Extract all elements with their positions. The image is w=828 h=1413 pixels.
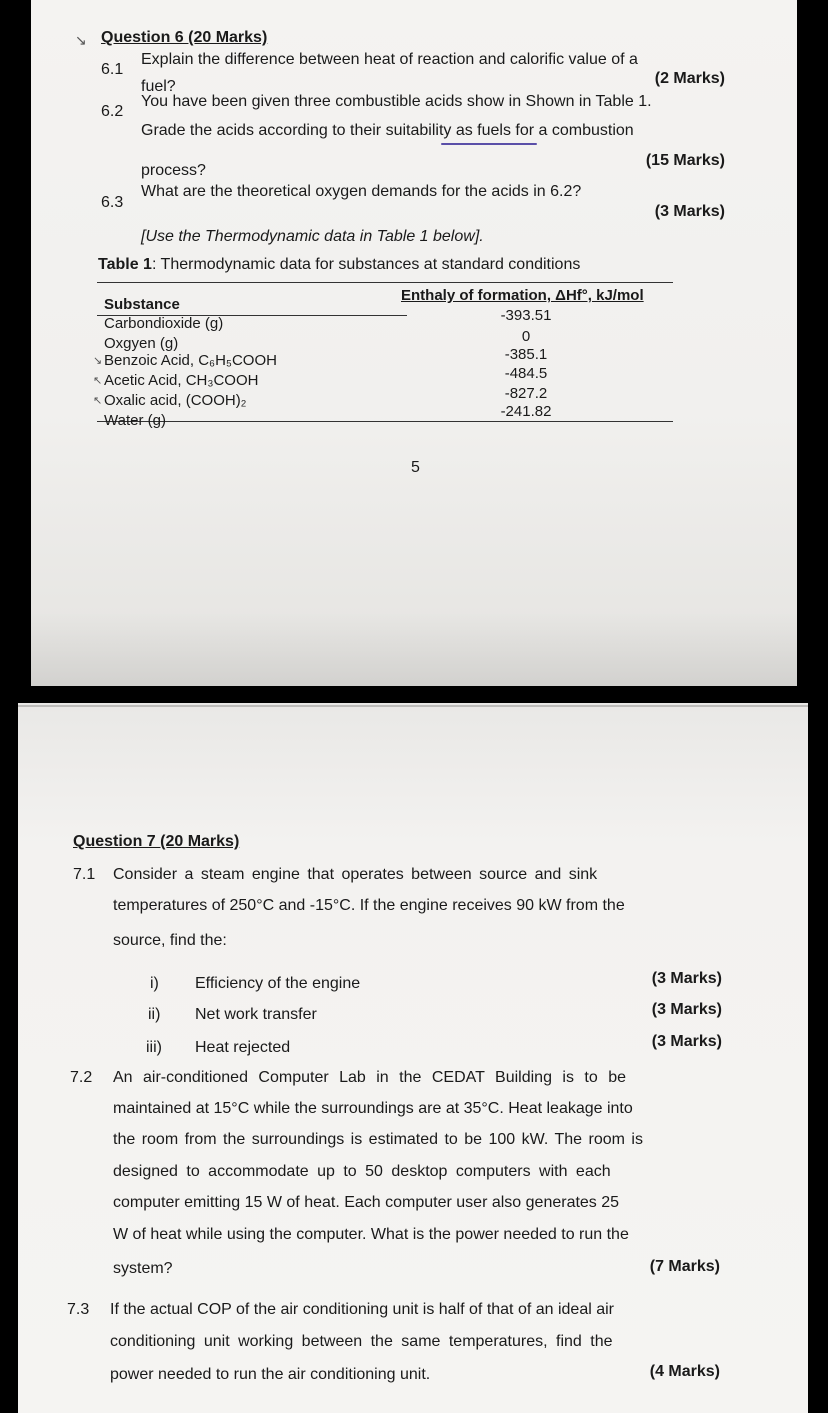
table-cell-substance: Oxalic acid, (COOH)₂ bbox=[104, 392, 247, 409]
q72-line-1: An air-conditioned Computer Lab in the CEDAT Building is to be bbox=[113, 1069, 626, 1086]
table-cell-enthalpy: -385.1 bbox=[504, 346, 548, 363]
pen-tick-mark: ↖ bbox=[93, 395, 103, 407]
q62-number: 6.2 bbox=[101, 103, 124, 120]
q61-line-1: Explain the difference between heat of reaction and calorific value of a bbox=[141, 51, 638, 68]
table-header-substance: Substance bbox=[104, 296, 180, 313]
q72-line-2: maintained at 15°C while the surroundings are at 35°C. Heat leakage into bbox=[113, 1100, 633, 1117]
pen-tick-mark: ↖ bbox=[93, 375, 103, 387]
q71-line-2: temperatures of 250°C and -15°C. If the engine receives 90 kW from the bbox=[113, 897, 625, 914]
table-caption: Table 1: Thermodynamic data for substances at standard conditions bbox=[98, 256, 581, 273]
ink-underline bbox=[441, 143, 537, 145]
q71-number: 7.1 bbox=[73, 866, 96, 883]
q61-marks: (2 Marks) bbox=[654, 70, 725, 87]
q62-line-1: You have been given three combustible acids show in Shown in Table 1. bbox=[141, 93, 652, 110]
question-6-title: Question 6 (20 Marks) bbox=[101, 29, 268, 46]
q73-line-1: If the actual COP of the air conditioning unit is half of that of an ideal air bbox=[110, 1301, 615, 1318]
q73-line-3: power needed to run the air conditioning unit. bbox=[110, 1366, 431, 1383]
q61-line-2: fuel? bbox=[141, 78, 176, 95]
q63-number: 6.3 bbox=[101, 194, 124, 211]
q72-line-3: the room from the surroundings is estimated to be 100 kW. The room is bbox=[113, 1131, 643, 1148]
page-shadow bbox=[31, 612, 797, 686]
q73-marks: (4 Marks) bbox=[649, 1363, 720, 1380]
table-cell-substance: Carbondioxide (g) bbox=[104, 315, 224, 332]
table-cell-enthalpy: 0 bbox=[521, 328, 531, 345]
page-bottom-sheet bbox=[18, 703, 808, 1413]
q62-line-3: process? bbox=[141, 162, 206, 179]
q72-number: 7.2 bbox=[70, 1069, 93, 1086]
q71-line-3: source, find the: bbox=[113, 932, 227, 949]
q62-marks: (15 Marks) bbox=[645, 152, 725, 169]
q71-line-1: Consider a steam engine that operates between source and sink bbox=[113, 866, 598, 883]
table-bottom-rule bbox=[97, 421, 673, 422]
q63-marks: (3 Marks) bbox=[654, 203, 725, 220]
table-cell-substance: Water (g) bbox=[104, 412, 166, 429]
table-header-enthalpy: Enthaly of formation, ΔHf°, kJ/mol bbox=[401, 287, 644, 304]
question-7-title: Question 7 (20 Marks) bbox=[73, 833, 240, 850]
q72-marks: (7 Marks) bbox=[649, 1258, 720, 1275]
table-cell-substance: Oxgyen (g) bbox=[104, 335, 179, 352]
q72-line-7: system? bbox=[113, 1260, 173, 1277]
q71-item-3-marks: (3 Marks) bbox=[651, 1033, 722, 1050]
data-note: [Use the Thermodynamic data in Table 1 below]. bbox=[141, 228, 484, 245]
table-cell-substance: Acetic Acid, CH₃COOH bbox=[104, 372, 259, 389]
page-number: 5 bbox=[411, 459, 420, 476]
q61-number: 6.1 bbox=[101, 61, 124, 78]
q73-line-2: conditioning unit working between the same temperatures, find the bbox=[110, 1333, 613, 1350]
table-cell-substance: Benzoic Acid, C₆H₅COOH bbox=[104, 352, 277, 369]
q71-item-1-num: i) bbox=[150, 975, 159, 992]
q71-item-2-text: Net work transfer bbox=[195, 1006, 317, 1023]
q71-item-2-marks: (3 Marks) bbox=[651, 1001, 722, 1018]
q62-line-2: Grade the acids according to their suitability as fuels for a combustion bbox=[141, 122, 634, 139]
q71-item-3-text: Heat rejected bbox=[195, 1039, 291, 1056]
table-cell-enthalpy: -241.82 bbox=[500, 403, 552, 420]
q72-line-4: designed to accommodate up to 50 desktop computers with each bbox=[113, 1163, 611, 1180]
q71-item-3-num: iii) bbox=[146, 1039, 162, 1056]
q63-line-1: What are the theoretical oxygen demands for the acids in 6.2? bbox=[141, 183, 582, 200]
q71-item-2-num: ii) bbox=[148, 1006, 161, 1023]
pen-tick-mark: ↘ bbox=[93, 355, 103, 367]
page-top-sheet bbox=[31, 0, 797, 686]
q71-item-1-text: Efficiency of the engine bbox=[195, 975, 361, 992]
q72-line-5: computer emitting 15 W of heat. Each computer user also generates 25 bbox=[113, 1194, 620, 1211]
q73-number: 7.3 bbox=[67, 1301, 90, 1318]
table-cell-enthalpy: -827.2 bbox=[504, 385, 548, 402]
table-cell-enthalpy: -484.5 bbox=[504, 365, 548, 382]
page-edge-line bbox=[18, 705, 808, 707]
pen-tick-mark: ↘ bbox=[75, 32, 87, 48]
table-top-rule bbox=[97, 282, 673, 283]
q71-item-1-marks: (3 Marks) bbox=[651, 970, 722, 987]
q72-line-6: W of heat while using the computer. What is the power needed to run the bbox=[113, 1226, 629, 1243]
table-cell-enthalpy: -393.51 bbox=[500, 307, 552, 324]
